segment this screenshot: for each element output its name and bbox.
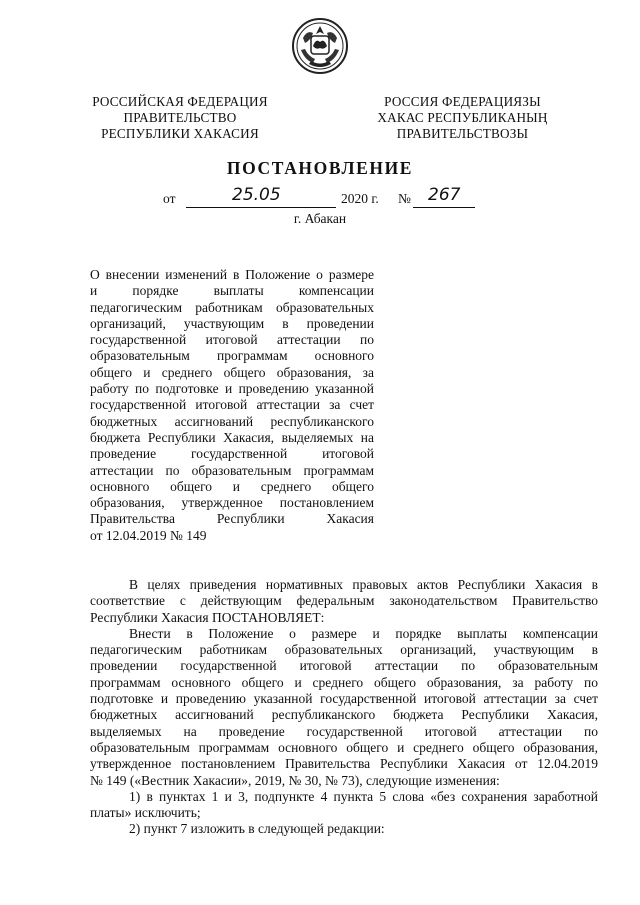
subject-line: государственной итоговой аттестации по	[90, 332, 374, 348]
year: 2020 г.	[341, 191, 379, 206]
subject-line: и порядке выплаты компенсации	[90, 283, 374, 299]
subject-line: общего и среднего общего образования, за	[90, 364, 374, 380]
subject-line: образовательным программам основного	[90, 348, 374, 364]
header-right	[355, 94, 570, 142]
subject-line: педагогическим работникам образовательных	[90, 299, 374, 315]
header-right-line: РОССИЯ ФЕДЕРАЦИЯЗЫ	[384, 94, 541, 109]
body-line: выделяемых на проведение государственной итоговой аттестации по	[90, 723, 598, 739]
body-line: 1) в пунктах 1 и 3, подпункте 4 пункта 5 слова «без сохранения заработной	[129, 788, 598, 804]
body-line: образовательным программам основного общего и среднего общего образования,	[90, 739, 598, 755]
coat-of-arms-icon	[289, 16, 351, 76]
subject-line: государственной итоговой аттестации за счет	[90, 397, 374, 413]
body-line: Республики Хакасия ПОСТАНОВЛЯЕТ:	[90, 609, 325, 625]
subject-line: от 12.04.2019 № 149	[90, 527, 207, 543]
subject-line: проведение государственной итоговой	[90, 446, 374, 462]
subject-line: бюджетных ассигнований республиканского	[90, 413, 374, 429]
subject-line: образования, утвержденное постановлением	[90, 495, 374, 511]
date-prefix: от	[163, 191, 176, 206]
subject-block	[90, 267, 374, 544]
body-line: платы» исключить;	[90, 805, 201, 821]
body-line: бюджетных ассигнований республиканского бюджета Республики Хакасия,	[90, 707, 598, 723]
body-line: Внести в Положение о размере и порядке выплаты компенсации	[129, 625, 598, 641]
body-line: № 149 («Вестник Хакасии», 2019, № 30, № 73), следующие изменения:	[90, 772, 500, 788]
subject-line: основного общего и среднего общего	[90, 478, 374, 494]
document-title: ПОСТАНОВЛЕНИЕ	[226, 158, 414, 178]
subject-line: бюджета Республики Хакасия, выделяемых на	[90, 429, 374, 445]
date-number-line	[0, 185, 640, 213]
body-line: 2) пункт 7 изложить в следующей редакции:	[129, 821, 385, 837]
body-line: соответствие с действующим федеральным законодательством Правительство	[90, 593, 598, 609]
header-right-line: ХАКАС РЕСПУБЛИКАНЫҢ	[377, 110, 548, 125]
handwritten-date: 25.05	[232, 185, 281, 205]
body-line: проведении государственной итоговой аттестации по образовательным	[90, 658, 598, 674]
header-left	[80, 94, 280, 142]
header-right-line: ПРАВИТЕЛЬСТВОЗЫ	[396, 126, 529, 141]
header-left-line: РЕСПУБЛИКИ ХАКАСИЯ	[101, 126, 259, 141]
body-text	[90, 577, 598, 838]
body-line: программам основного общего и среднего общего образования, за работу по	[90, 674, 598, 690]
header-left-line: ПРАВИТЕЛЬСТВО	[123, 110, 237, 125]
subject-line: О внесении изменений в Положение о размере	[90, 267, 374, 282]
subject-line: аттестации по образовательным программам	[90, 462, 374, 478]
handwritten-number: 267	[428, 185, 461, 205]
subject-line: организаций, участвующим в проведении	[90, 315, 374, 331]
body-line: В целях приведения нормативных правовых актов Республики Хакасия в	[129, 577, 598, 592]
body-line: педагогическим работникам образовательных организаций, участвующим в	[90, 642, 598, 658]
body-line: подготовке и проведению указанной государственной итоговой аттестации за счет	[90, 691, 598, 707]
subject-line: Правительства Республики Хакасия	[90, 511, 374, 527]
number-underline	[413, 207, 475, 208]
city: г. Абакан	[293, 211, 347, 226]
body-line: утвержденное постановлением Правительства Республики Хакасия от 12.04.2019	[90, 756, 598, 772]
number-sign: №	[398, 191, 411, 206]
header-left-line: РОССИЙСКАЯ ФЕДЕРАЦИЯ	[92, 94, 268, 109]
date-underline	[186, 207, 336, 208]
subject-line: работу по подготовке и проведению указанной	[90, 381, 374, 397]
